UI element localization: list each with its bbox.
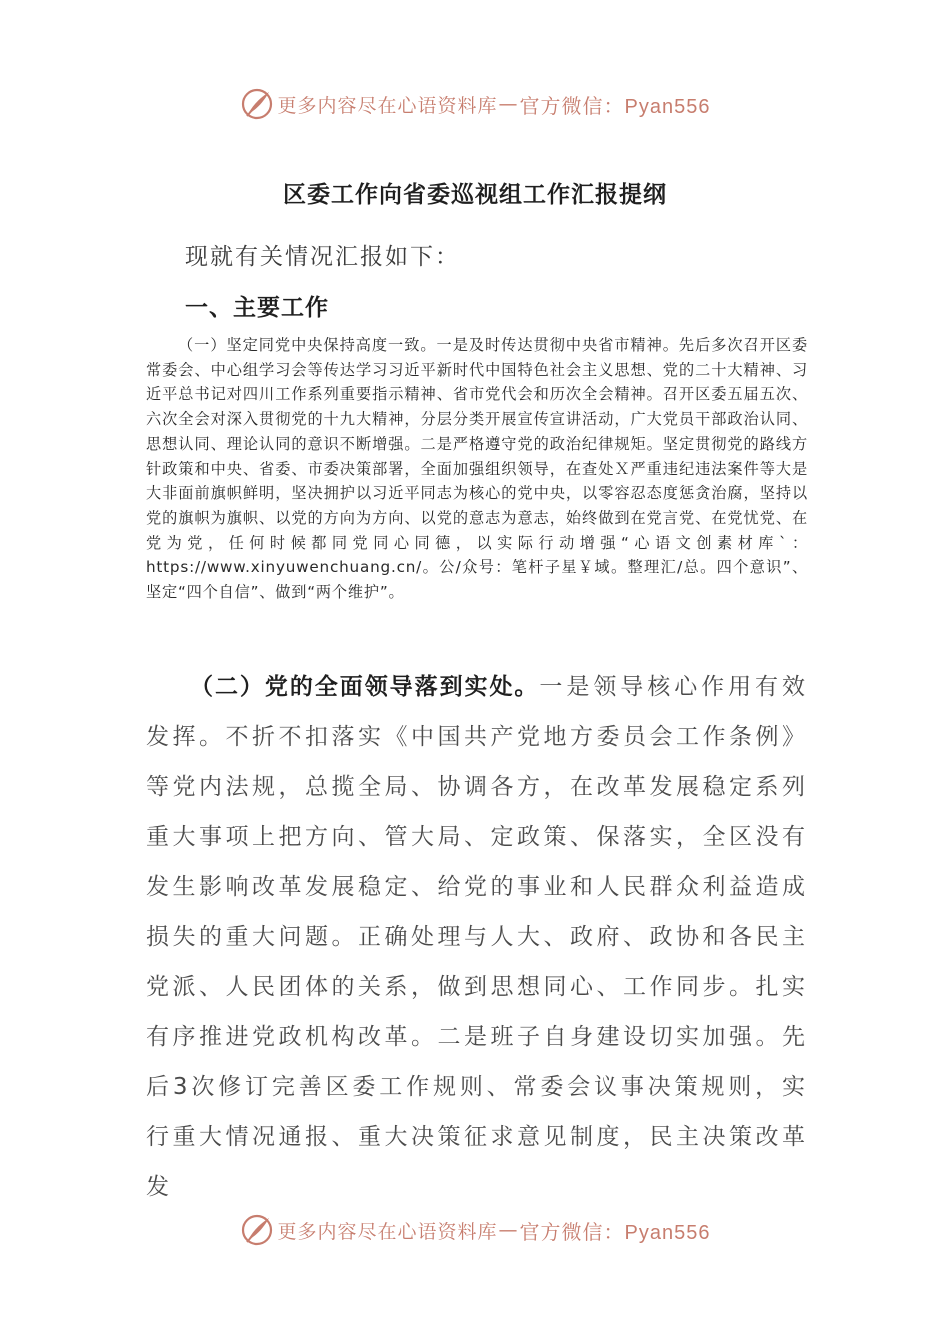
paragraph-two	[146, 662, 808, 1212]
watermark-separator: —	[498, 1219, 519, 1241]
watermark-text: 更多内容尽在心语资料库	[277, 1220, 498, 1243]
quill-logo-icon	[240, 87, 274, 121]
intro-line: 现就有关情况汇报如下：	[185, 244, 460, 270]
paragraph-two-body: 一是领导核心作用有效发挥。不折不扣落实《中国共产党地方委员会工作条例》等党内法规，总揽全局、协调各方，在改革发展稳定系列重大事项上把方向、管大局、定政策、保落实，全区没有发生影响改革发展稳定、给党的事业和人民群众利益造成损失的重大问题。正确处理与人大、政府、政协和各民主党派、人民团体的关系，做到思想同心、工作同步。扎实有序推进党政机构改革。二是班子自身建设切实加强。先后3次修订完善区委工作规则、常委会议事决策规则，实行重大情况通报、重大决策征求意见制度，民主决策改革发	[146, 674, 809, 1200]
quill-logo-icon	[240, 1213, 274, 1247]
watermark-separator: —	[498, 93, 519, 115]
watermark-text: 更多内容尽在心语资料库	[277, 94, 498, 117]
section-heading: 一、主要工作	[185, 295, 329, 321]
paragraph-two-lead: （二）党的全面领导落到实处。	[190, 674, 540, 700]
watermark-banner-bottom	[0, 1210, 950, 1250]
watermark-wechat: 官方微信：Pyan556	[519, 1221, 711, 1244]
watermark-wechat: 官方微信：Pyan556	[519, 95, 711, 118]
paragraph-one: （一）坚定同党中央保持高度一致。一是及时传达贯彻中央省市精神。先后多次召开区委常委会、中心组学习会等传达学习习近平新时代中国特色社会主义思想、党的二十大精神、习近平总书记对四川工作系列重要指示精神、省市党代会和历次全会精神。召开区委五届五次、六次全会对深入贯彻党的十九大精神，分层分类开展宣传宣讲活动，广大党员干部政治认同、思想认同、理论认同的意识不断增强。二是严格遵守党的政治纪律规矩。坚定贯彻党的路线方针政策和中央、省委、市委决策部署，全面加强组织领导，在查处Ｘ严重违纪违法案件等大是大非面前旗帜鲜明，坚决拥护以习近平同志为核心的党中央，以零容忍态度惩贪治腐，坚持以党的旗帜为旗帜、以党的方向为方向、以党的意志为意志，始终做到在党言党、在党忧党、在党为党，任何时候都同党同心同德，以实际行动增强“心语文创素材库`：https://www.xinyuwenchuang.cn/。公/众号：笔杆子星￥域。整理汇/总。四个意识”、坚定“四个自信”、做到“两个维护”。	[146, 336, 808, 602]
watermark-banner-top	[0, 84, 950, 124]
document-title: 区委工作向省委巡视组工作汇报提纲	[283, 182, 667, 208]
